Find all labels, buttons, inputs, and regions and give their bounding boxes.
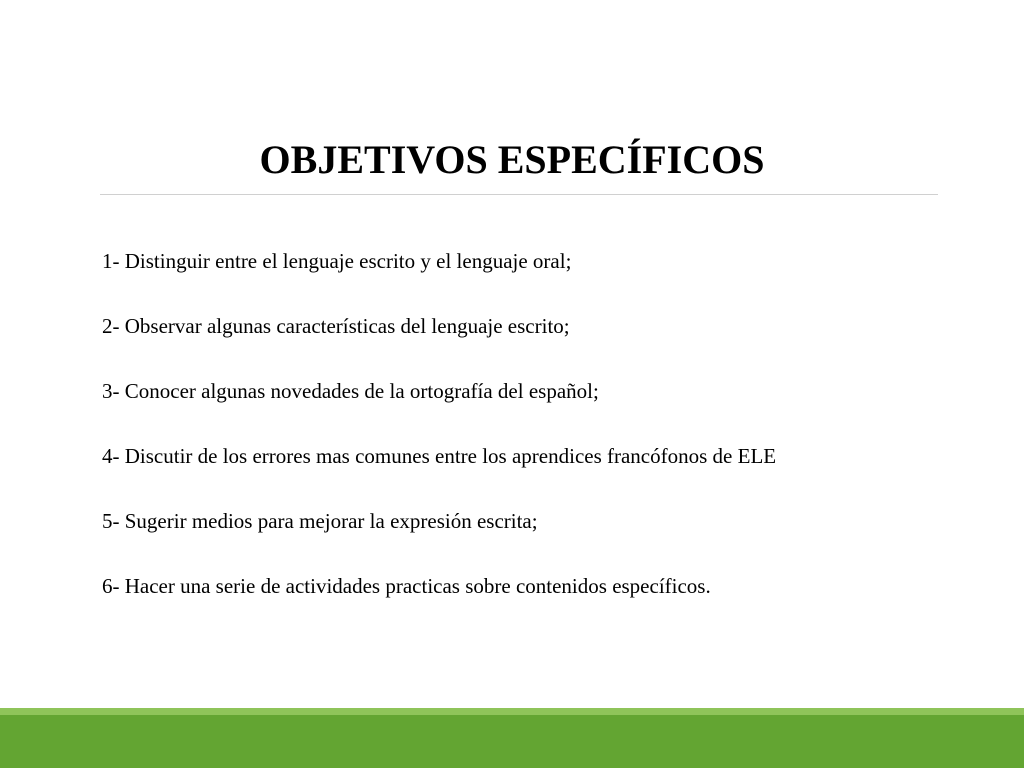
title-divider bbox=[100, 194, 938, 195]
slide-title: OBJETIVOS ESPECÍFICOS bbox=[259, 137, 765, 182]
objective-item-5: 5- Sugerir medios para mejorar la expresión escrita; bbox=[102, 509, 538, 533]
footer-stripe bbox=[0, 708, 1024, 715]
objective-item-1: 1- Distinguir entre el lenguaje escrito y el lenguaje oral; bbox=[102, 249, 572, 273]
objective-item-6: 6- Hacer una serie de actividades practicas sobre contenidos específicos. bbox=[102, 574, 711, 598]
objective-item-4: 4- Discutir de los errores mas comunes entre los aprendices francófonos de ELE bbox=[102, 444, 777, 468]
objectives-list bbox=[102, 243, 982, 633]
footer-bar bbox=[0, 715, 1024, 768]
objective-item-3: 3- Conocer algunas novedades de la ortografía del español; bbox=[102, 379, 599, 403]
objective-item-2: 2- Observar algunas características del lenguaje escrito; bbox=[102, 314, 570, 338]
